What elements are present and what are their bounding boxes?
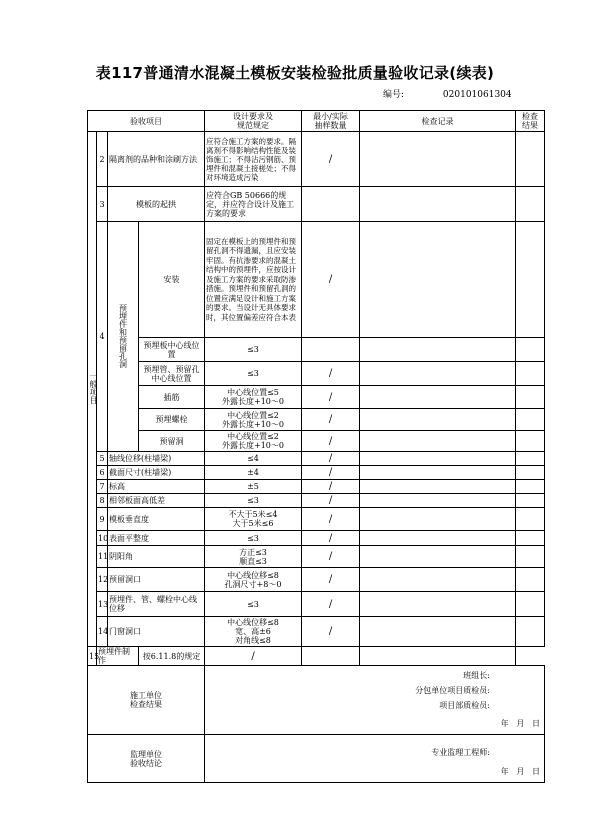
table-row bbox=[88, 466, 545, 480]
item-name: 阴阳角 bbox=[108, 546, 205, 568]
sub-item-name: 插筋 bbox=[139, 386, 205, 409]
sample-cell: / bbox=[302, 409, 360, 431]
sample-cell: / bbox=[205, 647, 302, 666]
item-requirement: ±4 bbox=[205, 466, 302, 480]
record-cell bbox=[360, 568, 516, 592]
sample-cell: / bbox=[302, 480, 360, 494]
sample-cell: / bbox=[302, 546, 360, 568]
table-row bbox=[88, 592, 545, 617]
record-cell bbox=[360, 592, 516, 617]
item-requirement: 中心线位置≤5 外露长度+10～0 bbox=[205, 386, 302, 409]
header-sample: 最小/实际 抽样数量 bbox=[302, 111, 360, 132]
sample-cell: / bbox=[302, 617, 360, 647]
record-cell bbox=[360, 508, 516, 531]
table-row bbox=[88, 409, 545, 431]
sample-cell: / bbox=[302, 508, 360, 531]
table-row bbox=[88, 362, 545, 386]
sample-cell: / bbox=[302, 132, 360, 187]
item-name: 预埋件、管、螺栓中心线位移 bbox=[108, 592, 205, 617]
sample-cell: / bbox=[302, 531, 360, 546]
record-cell bbox=[360, 222, 516, 338]
sub-item-name: 安装 bbox=[139, 222, 205, 338]
item-name: 表面平整度 bbox=[108, 531, 205, 546]
item-requirement: 中心线位移≤8 孔洞尺寸+8～0 bbox=[205, 568, 302, 592]
table-row bbox=[88, 338, 545, 362]
result-cell bbox=[516, 592, 545, 617]
subcontract-inspector-label: 分包单位项目质检员: bbox=[415, 686, 490, 695]
record-cell bbox=[360, 431, 516, 452]
item-name: 相邻板面高低差 bbox=[108, 494, 205, 508]
table-row bbox=[88, 568, 545, 592]
row-number: 12 bbox=[97, 568, 108, 592]
item-name: 隔离剂的品种和涂刷方法 bbox=[108, 132, 205, 187]
item-name: 门窗洞口 bbox=[108, 617, 205, 647]
result-cell bbox=[360, 647, 516, 666]
table-row bbox=[88, 617, 545, 647]
inspection-table bbox=[87, 110, 545, 783]
group-label: 一般项目 bbox=[88, 132, 97, 647]
code-label: 编号: bbox=[383, 90, 405, 100]
table-row bbox=[88, 647, 545, 666]
row-number: 15 bbox=[88, 647, 97, 666]
header-requirement: 设计要求及 规范规定 bbox=[205, 111, 302, 132]
record-cell bbox=[360, 338, 516, 362]
sample-cell bbox=[302, 338, 360, 362]
result-cell bbox=[516, 568, 545, 592]
team-leader-label: 班组长: bbox=[463, 671, 490, 680]
table-row bbox=[88, 546, 545, 568]
supervision-signature-area bbox=[205, 735, 545, 783]
header-record: 检查记录 bbox=[360, 111, 516, 132]
item-requirement: 中心线位置≤2 外露长度+10～0 bbox=[205, 409, 302, 431]
row-number: 10 bbox=[97, 531, 108, 546]
record-cell bbox=[360, 617, 516, 647]
table-row bbox=[88, 480, 545, 494]
record-cell bbox=[360, 452, 516, 466]
record-cell bbox=[360, 531, 516, 546]
row-number: 2 bbox=[97, 132, 108, 187]
table-row bbox=[88, 531, 545, 546]
item-requirement: 中心线位置≤2 外露长度+10～0 bbox=[205, 431, 302, 452]
record-cell bbox=[360, 409, 516, 431]
result-cell bbox=[516, 362, 545, 386]
item-name: 预留洞口 bbox=[108, 568, 205, 592]
sample-cell: / bbox=[302, 431, 360, 452]
result-cell bbox=[516, 494, 545, 508]
record-cell bbox=[360, 362, 516, 386]
item-requirement: ≤3 bbox=[205, 531, 302, 546]
item-requirement: ≤3 bbox=[205, 362, 302, 386]
page-title: 表117普通清水混凝土模板安装检验批质量验收记录(续表) bbox=[95, 64, 495, 82]
result-cell bbox=[516, 431, 545, 452]
result-cell bbox=[516, 338, 545, 362]
item-requirement: ≤3 bbox=[205, 494, 302, 508]
item-requirement: 应符合GB 50666的规定，并应符合设计及施工方案的要求 bbox=[205, 187, 302, 222]
record-cell bbox=[360, 480, 516, 494]
sub-item-name: 预埋板中心线位置 bbox=[139, 338, 205, 362]
construction-label: 施工单位 检查结果 bbox=[88, 666, 205, 735]
row-number: 14 bbox=[97, 617, 108, 647]
item-requirement: ≤3 bbox=[205, 592, 302, 617]
item-name: 截面尺寸(柱墙梁) bbox=[108, 466, 205, 480]
sub-item-name: 预留洞 bbox=[139, 431, 205, 452]
supervising-engineer-label: 专业监理工程师: bbox=[431, 748, 490, 757]
result-cell bbox=[516, 531, 545, 546]
table-header-row bbox=[88, 111, 545, 132]
row-number: 3 bbox=[97, 187, 108, 222]
item-requirement: 应符合施工方案的要求。隔离剂不得影响结构性能及装饰施工；不得沾污钢筋、预埋件和混凝土接槎处；不得对环境造成污染 bbox=[205, 132, 302, 187]
result-cell bbox=[516, 546, 545, 568]
row-number: 11 bbox=[97, 546, 108, 568]
table-row bbox=[88, 508, 545, 531]
item-requirement: ≤3 bbox=[205, 338, 302, 362]
item-name: 预埋件制作 bbox=[97, 647, 139, 666]
sample-cell: / bbox=[302, 466, 360, 480]
result-cell bbox=[516, 386, 545, 409]
subgroup-label: 预埋件和预留孔洞 bbox=[108, 222, 139, 452]
table-row bbox=[88, 187, 545, 222]
table-row bbox=[88, 222, 545, 338]
header-item: 验收项目 bbox=[88, 111, 205, 132]
item-requirement: 固定在模板上的预埋件和预留孔洞不得遗漏，且应安装牢固。有抗渗要求的混凝土结构中的预埋件，应按设计及施工方案的要求采取防渗措施。预埋件和预留孔洞的位置应满足设计和施工方案的要求。当设计无具体要求时，其位置偏差应符合本表 bbox=[205, 222, 302, 338]
record-cell bbox=[360, 132, 516, 187]
header-result: 检查 结果 bbox=[516, 111, 545, 132]
sample-cell: / bbox=[302, 222, 360, 338]
sub-item-name: 预埋管、预留孔中心线位置 bbox=[139, 362, 205, 386]
row-number: 4 bbox=[97, 222, 108, 452]
row-number: 7 bbox=[97, 480, 108, 494]
result-cell bbox=[516, 452, 545, 466]
item-name: 模板的起拱 bbox=[108, 187, 205, 222]
record-cell bbox=[360, 386, 516, 409]
sample-cell bbox=[302, 187, 360, 222]
project-inspector-label: 项目部质检员: bbox=[439, 701, 490, 710]
table-row bbox=[88, 386, 545, 409]
result-cell bbox=[516, 187, 545, 222]
result-cell bbox=[516, 617, 545, 647]
sample-cell: / bbox=[302, 452, 360, 466]
record-cell bbox=[360, 187, 516, 222]
sample-cell: / bbox=[302, 494, 360, 508]
item-requirement: 中心线位移≤8 宽、高±6 对角线≤8 bbox=[205, 617, 302, 647]
record-cell bbox=[360, 466, 516, 480]
item-requirement: ±5 bbox=[205, 480, 302, 494]
item-requirement: 按6.11.8的规定 bbox=[139, 647, 205, 666]
result-cell bbox=[516, 132, 545, 187]
item-name: 轴线位移(柱墙梁) bbox=[108, 452, 205, 466]
row-number: 5 bbox=[97, 452, 108, 466]
result-cell bbox=[516, 508, 545, 531]
supervision-date: 年 月 日 bbox=[500, 767, 540, 776]
construction-signature-area bbox=[205, 666, 545, 735]
record-cell bbox=[360, 546, 516, 568]
row-number: 6 bbox=[97, 466, 108, 480]
result-cell bbox=[516, 480, 545, 494]
row-number: 9 bbox=[97, 508, 108, 531]
record-cell bbox=[360, 494, 516, 508]
table-row bbox=[88, 494, 545, 508]
item-requirement: ≤4 bbox=[205, 452, 302, 466]
code-line bbox=[383, 87, 512, 100]
code-value: 020101061304 bbox=[442, 90, 512, 100]
row-number: 13 bbox=[97, 592, 108, 617]
record-cell bbox=[302, 647, 360, 666]
construction-row bbox=[88, 666, 545, 735]
table-row bbox=[88, 452, 545, 466]
construction-date: 年 月 日 bbox=[500, 719, 540, 728]
sample-cell: / bbox=[302, 386, 360, 409]
sample-cell: / bbox=[302, 592, 360, 617]
sub-item-name: 预埋螺栓 bbox=[139, 409, 205, 431]
table-row bbox=[88, 431, 545, 452]
item-requirement: 不大于5米≤4 大于5米≤6 bbox=[205, 508, 302, 531]
item-name: 模板垂直度 bbox=[108, 508, 205, 531]
sample-cell: / bbox=[302, 362, 360, 386]
table-row bbox=[88, 132, 545, 187]
supervision-label: 监理单位 验收结论 bbox=[88, 735, 205, 783]
result-cell bbox=[516, 466, 545, 480]
sample-cell: / bbox=[302, 568, 360, 592]
result-cell bbox=[516, 222, 545, 338]
row-number: 8 bbox=[97, 494, 108, 508]
item-name: 标高 bbox=[108, 480, 205, 494]
item-requirement: 方正≤3 顺直≤3 bbox=[205, 546, 302, 568]
result-cell bbox=[516, 409, 545, 431]
supervision-row bbox=[88, 735, 545, 783]
